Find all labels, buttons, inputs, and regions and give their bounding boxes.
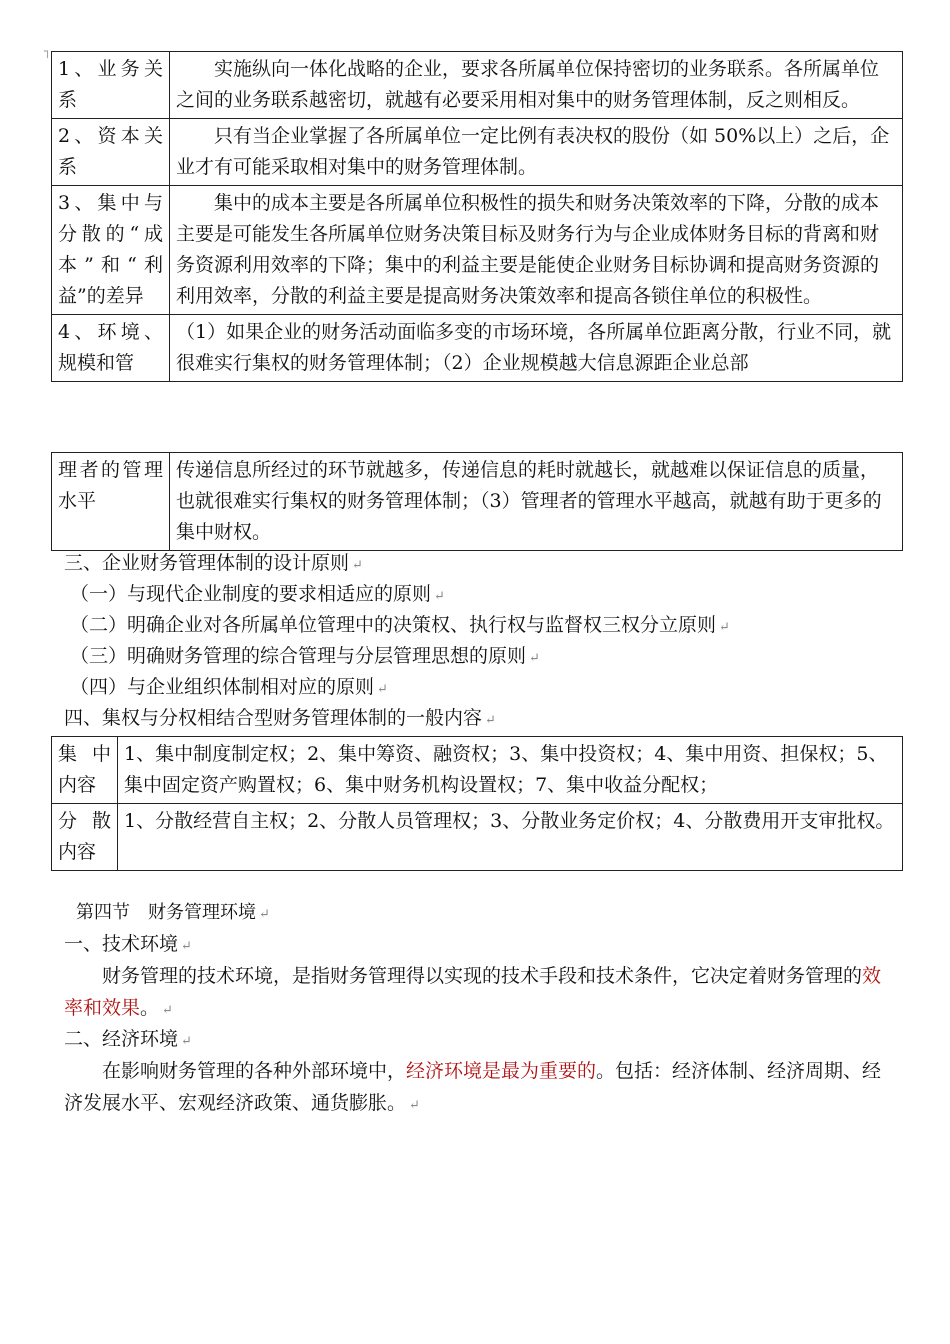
- table-row: [52, 453, 903, 551]
- row-label: 4、环境、规模和管: [52, 315, 170, 382]
- table-row: [52, 119, 903, 186]
- principle-item: （四）与企业组织体制相对应的原则 ↵: [70, 676, 388, 698]
- row-content: 集中的成本主要是各所属单位积极性的损失和财务决策效率的下降，分散的成本主要是可能发生各所属单位财务决策目标及财务行为与企业成体财务目标的背离和财务资源利用效率的下降；集中的利益主要是能使企业财务目标协调和提高财务资源的利用效率，分散的利益主要是提高财务决策效率和提高各锁住单位的积极性。: [170, 186, 903, 315]
- row-content: 传递信息所经过的环节就越多，传递信息的耗时就越长，就越难以保证信息的质量，也就很难实行集权的财务管理体制；（3）管理者的管理水平越高，就越有助于更多的集中财权。: [170, 453, 903, 551]
- table-row: [52, 804, 903, 871]
- rights-table: [51, 736, 903, 871]
- tech-paragraph: 财务管理的技术环境，是指财务管理得以实现的技术手段和技术条件，它决定着财务管理的效率和效果。 ↵: [64, 965, 882, 1019]
- row-content: （1）如果企业的财务活动面临多变的市场环境，各所属单位距离分散，行业不同，就很难实行集权的财务管理体制；（2）企业规模越大信息源距企业总部: [170, 315, 903, 382]
- row-label: 1、业务关系: [52, 52, 170, 119]
- factors-table-continued: [51, 452, 903, 551]
- factors-table: [51, 51, 903, 382]
- row-label: 3、集中与分散的“成本”和“利益”的差异: [52, 186, 170, 315]
- econ-heading: 二、经济环境 ↵: [64, 1028, 192, 1050]
- section3-heading: 三、企业财务管理体制的设计原则 ↵: [64, 552, 363, 574]
- table-row: [52, 52, 903, 119]
- row-content: 1、分散经营自主权；2、分散人员管理权；3、分散业务定价权；4、分散费用开支审批权。: [118, 804, 903, 871]
- highlight-text: 经济环境是最为重要的: [406, 1060, 597, 1082]
- row-label: 集中内容: [52, 737, 118, 804]
- table-row: [52, 186, 903, 315]
- section-title: 第四节 财务管理环境 ↵: [76, 902, 270, 923]
- row-content: 只有当企业掌握了各所属单位一定比例有表决权的股份（如 50%以上）之后，企业才有可能采取相对集中的财务管理体制。: [170, 119, 903, 186]
- tech-heading: 一、技术环境 ↵: [64, 933, 192, 955]
- table-row: [52, 737, 903, 804]
- principle-item: （三）明确财务管理的综合管理与分层管理思想的原则 ↵: [70, 645, 540, 667]
- row-content: 1、集中制度制定权；2、集中筹资、融资权；3、集中投资权；4、集中用资、担保权；5、集中固定资产购置权；6、集中财务机构设置权；7、集中收益分配权；: [118, 737, 903, 804]
- highlight-text: 效率和效果: [64, 965, 882, 1019]
- econ-paragraph: 在影响财务管理的各种外部环境中，经济环境是最为重要的。包括：经济体制、经济周期、经济发展水平、宏观经济政策、通货膨胀。 ↵: [64, 1060, 882, 1114]
- row-label: 理者的管理水平: [52, 453, 170, 551]
- principle-item: （二）明确企业对各所属单位管理中的决策权、执行权与监督权三权分立原则 ↵: [70, 614, 730, 636]
- table-row: [52, 315, 903, 382]
- section4-heading: 四、集权与分权相结合型财务管理体制的一般内容 ↵: [64, 707, 496, 729]
- table-corner-mark: ┐: [44, 44, 52, 58]
- principle-item: （一）与现代企业制度的要求相适应的原则 ↵: [70, 583, 445, 605]
- row-label: 2、资本关系: [52, 119, 170, 186]
- row-content: 实施纵向一体化战略的企业，要求各所属单位保持密切的业务联系。各所属单位之间的业务联系越密切，就越有必要采用相对集中的财务管理体制，反之则相反。: [170, 52, 903, 119]
- row-label: 分散内容: [52, 804, 118, 871]
